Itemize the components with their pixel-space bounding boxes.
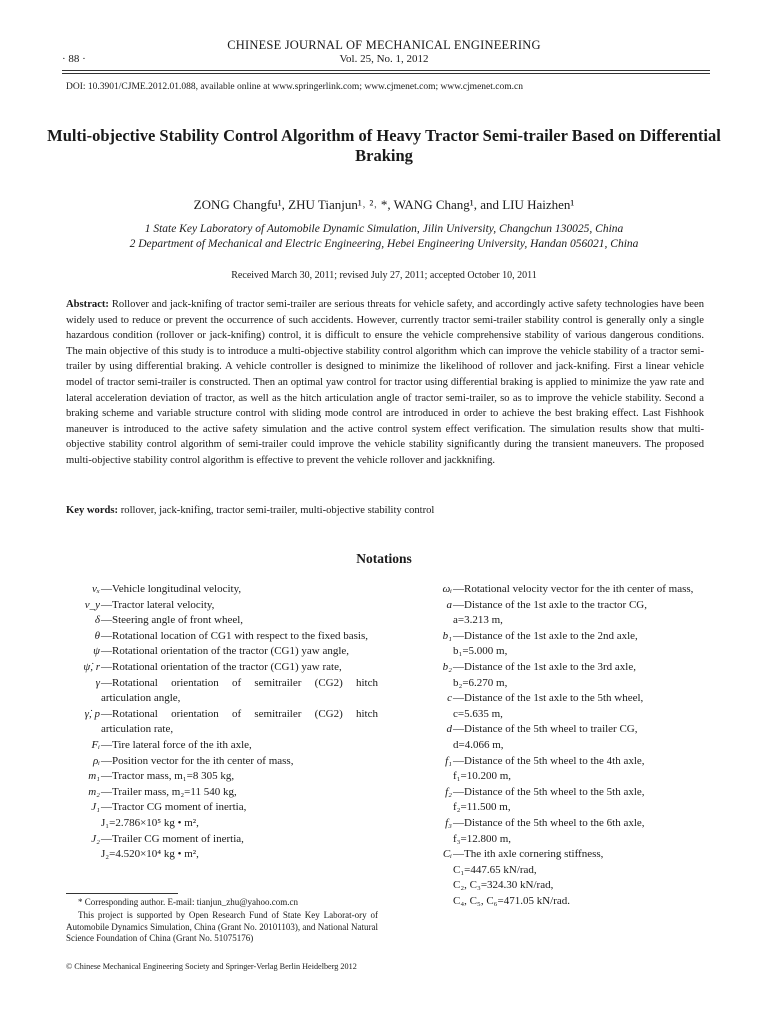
notation-entry xyxy=(62,785,378,801)
notation-symbol xyxy=(400,878,453,894)
notation-description: —Trailer mass, m₂=11 540 kg, xyxy=(101,785,237,798)
notation-description: —Vehicle longitudinal velocity, xyxy=(101,583,242,595)
notation-entry xyxy=(62,629,378,645)
notations-right-column xyxy=(400,582,718,909)
notation-description: —Tire lateral force of the ith axle, xyxy=(101,738,252,751)
notation-entry xyxy=(62,598,378,614)
notation-description: —Distance of the 1st axle to the 5th wheel, xyxy=(453,692,644,705)
notation-symbol: m₁ xyxy=(88,770,100,783)
notation-description: C₂, C₃=324.30 kN/rad, xyxy=(453,879,554,892)
notation-symbol: ρᵢ xyxy=(92,754,100,767)
notation-symbol xyxy=(62,816,101,832)
notation-entry xyxy=(400,894,718,910)
notation-description: J₂=4.520×10⁴ kg • m², xyxy=(101,848,199,861)
notation-entry xyxy=(62,738,378,754)
notation-description: f₃=12.800 m, xyxy=(453,832,512,845)
notation-symbol: J₂ xyxy=(91,832,100,845)
notation-entry xyxy=(62,613,378,629)
notation-symbol: γ̇, p xyxy=(84,707,100,720)
notation-description: c=5.635 m, xyxy=(453,707,503,720)
notation-entry xyxy=(400,644,718,660)
notation-symbol xyxy=(400,676,453,692)
notation-entry xyxy=(400,598,718,614)
notation-symbol xyxy=(400,644,453,660)
notation-description: —Steering angle of front wheel, xyxy=(101,614,244,627)
notation-entry xyxy=(400,582,718,598)
journal-volume: Vol. 25, No. 1, 2012 xyxy=(339,53,429,65)
notation-entry xyxy=(400,691,718,707)
abstract-label: Abstract: xyxy=(66,299,109,310)
notation-description: —Rotational orientation of the tractor (CG1) yaw angle, xyxy=(101,645,350,658)
affiliation-1: 1 State Key Laboratory of Automobile Dynamic Simulation, Jilin University, Changchun 130025, China xyxy=(144,223,624,235)
notation-entry xyxy=(400,738,718,754)
notation-entry xyxy=(62,582,378,598)
notation-description: —Tractor lateral velocity, xyxy=(101,598,215,611)
keywords-label: Key words: xyxy=(66,505,119,516)
notation-entry xyxy=(62,660,378,676)
paper-title: Multi-objective Stability Control Algorithm of Heavy Tractor Semi-trailer Based on Differential Braking xyxy=(47,126,721,165)
notation-description: —Rotational location of CG1 with respect to the fixed basis, xyxy=(101,629,369,642)
notation-description: —Rotational orientation of semitrailer (CG2) hitch articulation angle, xyxy=(101,676,378,705)
header-rule-thin xyxy=(62,73,710,74)
notation-description: —Trailer CG moment of inertia, xyxy=(101,832,244,845)
notation-entry xyxy=(62,754,378,770)
notation-symbol: δ xyxy=(94,614,100,627)
notation-symbol: θ xyxy=(94,629,100,642)
funding-footnote: This project is supported by Open Research Fund of State Key Laborat-ory of Automobile Dynamics Simulation, China (Grant No. 20101103), and National Natural Science Foundation of China (Grant No. 51075176) xyxy=(66,910,378,943)
notation-entry xyxy=(400,629,718,645)
notation-description: b₂=6.270 m, xyxy=(453,676,508,689)
notation-entry xyxy=(62,847,378,863)
notation-symbol: ωᵢ xyxy=(442,583,452,595)
notation-symbol: γ xyxy=(95,676,100,689)
notation-description: f₂=11.500 m, xyxy=(453,801,511,814)
notation-entry xyxy=(400,769,718,785)
page-number: · 88 · xyxy=(62,53,86,65)
keywords-text: rollover, jack-knifing, tractor semi-trailer, multi-objective stability control xyxy=(120,505,435,516)
notation-entry xyxy=(400,660,718,676)
notation-entry xyxy=(400,847,718,863)
notation-entry xyxy=(62,816,378,832)
notation-symbol xyxy=(400,863,453,879)
notation-entry xyxy=(400,878,718,894)
notation-description: —Rotational orientation of semitrailer (CG2) hitch articulation rate, xyxy=(101,707,378,736)
notation-entry xyxy=(400,800,718,816)
abstract-text: Rollover and jack-knifing of tractor semi-trailer are serious threats for vehicle safety, and accordingly active safety technologies have been widely used to reduce or prevent the occurrence of such accidents. However, currently tractor semi-trailer stability control is generally only a single hazardous condition (rollover or jack-knifing) control, it is difficult to ensure the vehicle comprehensive stability of various dangerous conditions. The main objective of this study is to introduce a multi-objective stability control algorithm which can improve the vehicle stability of a tractor semi-trailer by using differential braking. A vehicle controller is designed to minimize the likelihood of rollover and jack-knifing. First a linear vehicle model of tractor semi-trailer is constructed. Then an optimal yaw control for tractor using differential braking is applied to minimize the yaw rate and lateral acceleration deviation of tractor, as well as the hitch articulation angle of tractor semi-trailer, so as to improve the vehicle stability. Second a braking scheme and variable structure control with sliding mode control are introduced in order to achieve the best braking effect. Last Fishhook maneuver is introduced to the active safety simulation and the active control system effect verification. The simulation results show that multi-objective stability control algorithm of semi-trailer could improve the vehicle stability significantly during the transient maneuvers. The proposed multi-objective stability control algorithm is effective to prevent the vehicle rollover and jackknifing. xyxy=(66,299,704,466)
notation-description: —Distance of the 5th wheel to trailer CG, xyxy=(453,723,638,736)
notation-entry xyxy=(400,832,718,848)
affiliation-2: 2 Department of Mechanical and Electric Engineering, Hebei Engineering University, Handan 056021, China xyxy=(129,238,639,250)
notation-symbol xyxy=(400,707,453,723)
notation-symbol xyxy=(400,800,453,816)
notation-symbol: b₁ xyxy=(442,629,452,642)
header-rule xyxy=(62,70,710,71)
notation-description: —Rotational orientation of the tractor (CG1) yaw rate, xyxy=(101,660,342,673)
abstract xyxy=(66,297,704,469)
notation-symbol xyxy=(62,847,101,863)
notation-entry xyxy=(400,676,718,692)
doi-line[interactable]: DOI: 10.3901/CJME.2012.01.088, available online at www.springerlink.com; www.cjmenet.com; www.cjmenet.com.cn xyxy=(66,82,523,92)
notation-entry xyxy=(62,769,378,785)
notation-symbol: J₁ xyxy=(91,801,100,814)
notation-symbol: Cᵢ xyxy=(442,848,452,861)
notation-symbol xyxy=(400,613,453,629)
notation-description: C₁=447.65 kN/rad, xyxy=(453,863,537,876)
corresponding-author-footnote: * Corresponding author. E-mail: tianjun_zhu@yahoo.com.cn xyxy=(78,897,298,907)
notation-description: —Distance of the 1st axle to the 3rd axle, xyxy=(453,660,636,673)
notation-description: —Tractor mass, m₁=8 305 kg, xyxy=(101,770,235,783)
notation-description: —Position vector for the ith center of mass, xyxy=(101,754,294,767)
notation-symbol: d xyxy=(446,723,452,736)
notation-symbol: ψ xyxy=(93,645,100,658)
notation-entry xyxy=(400,707,718,723)
notation-entry xyxy=(400,785,718,801)
notation-entry xyxy=(62,644,378,660)
received-dates: Received March 30, 2011; revised July 27, 2011; accepted October 10, 2011 xyxy=(231,270,537,281)
notation-description: b₁=5.000 m, xyxy=(453,645,508,658)
notation-symbol: m₂ xyxy=(88,785,100,798)
notation-description: J₁=2.786×10⁵ kg • m², xyxy=(101,816,199,829)
notations-left-column xyxy=(62,582,378,863)
notation-entry xyxy=(62,800,378,816)
notation-entry xyxy=(62,676,378,707)
notation-entry xyxy=(400,722,718,738)
notation-description: —Distance of the 1st axle to the tractor CG, xyxy=(453,598,647,611)
notation-symbol: vₓ xyxy=(91,583,100,595)
notation-entry xyxy=(400,816,718,832)
notation-entry xyxy=(400,613,718,629)
notation-symbol: f₁ xyxy=(445,754,452,767)
notation-description: f₁=10.200 m, xyxy=(453,770,512,783)
notation-description: —The ith axle cornering stiffness, xyxy=(453,848,604,861)
notation-symbol xyxy=(400,832,453,848)
notations-heading: Notations xyxy=(356,551,412,566)
notation-entry xyxy=(400,754,718,770)
notation-description: a=3.213 m, xyxy=(453,614,503,627)
notation-symbol: Fᵢ xyxy=(91,738,100,751)
journal-name: CHINESE JOURNAL OF MECHANICAL ENGINEERING xyxy=(227,38,541,52)
notation-symbol: f₃ xyxy=(445,816,452,829)
notation-symbol: ψ̇, r xyxy=(83,660,100,673)
notation-symbol: f₂ xyxy=(445,785,452,798)
notation-description: —Tractor CG moment of inertia, xyxy=(101,801,247,814)
notation-entry xyxy=(62,832,378,848)
notation-description: —Rotational velocity vector for the ith center of mass, xyxy=(453,583,694,595)
notation-symbol: b₂ xyxy=(442,660,452,673)
keywords xyxy=(66,505,704,516)
notation-description: —Distance of the 5th wheel to the 4th axle, xyxy=(453,754,645,767)
notation-symbol: c xyxy=(447,692,452,705)
copyright-footnote: © Chinese Mechanical Engineering Society and Springer-Verlag Berlin Heidelberg 2012 xyxy=(66,962,357,971)
author-list: ZONG Changfu¹, ZHU Tianjun¹˒ ²˒ *, WANG Chang¹, and LIU Haizhen¹ xyxy=(193,197,575,212)
notation-description: —Distance of the 5th wheel to the 6th axle, xyxy=(453,816,645,829)
notation-symbol xyxy=(400,769,453,785)
notation-symbol xyxy=(400,738,453,754)
notation-entry xyxy=(62,707,378,738)
notation-description: —Distance of the 5th wheel to the 5th axle, xyxy=(453,785,645,798)
notation-symbol xyxy=(400,894,453,910)
notation-entry xyxy=(400,863,718,879)
footnote-rule xyxy=(66,893,178,894)
notation-description: C₄, C₅, C₆=471.05 kN/rad. xyxy=(453,894,571,907)
notation-description: d=4.066 m, xyxy=(453,738,504,751)
notation-symbol: v_y xyxy=(84,598,100,611)
notation-symbol: a xyxy=(446,598,452,611)
notation-description: —Distance of the 1st axle to the 2nd axle, xyxy=(453,629,638,642)
